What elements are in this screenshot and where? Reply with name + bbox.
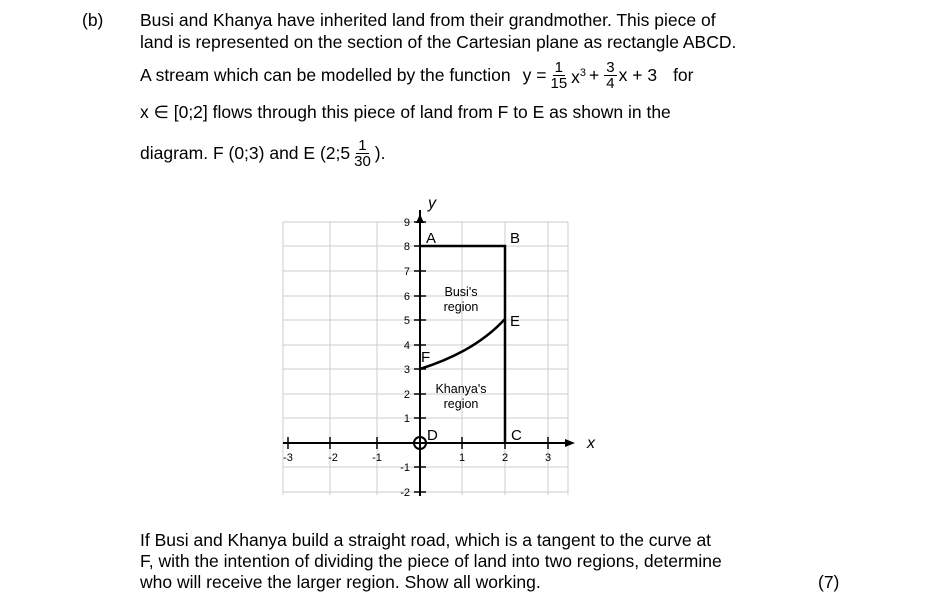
y-tick-label: 9 (403, 217, 410, 229)
x-tick-label: -2 (328, 452, 338, 464)
function-for: for (673, 65, 694, 85)
diagram-pre: diagram. F (0;3) and E (2;5 (140, 143, 351, 163)
function-x3: $x^3$ (571, 66, 587, 87)
function-lhs: y = (522, 65, 547, 85)
y-tick-label: 6 (403, 291, 410, 303)
point-label-c: C (511, 427, 522, 444)
y-tick-label: 3 (403, 364, 410, 376)
x-tick-label: -3 (283, 452, 293, 464)
domain-line: x ∈ [0;2] flows through this piece of land from F to E as shown in the (140, 102, 671, 122)
diagram-post: ). (374, 143, 386, 163)
y-tick-labels (400, 217, 410, 499)
y-tick-label: -2 (400, 487, 410, 499)
x-tick-label: 3 (544, 452, 552, 464)
function-plus: + (589, 65, 600, 85)
function-coef-1: $\frac{1}{15}$ (550, 58, 568, 92)
busi-region-label-2: region (443, 300, 479, 314)
busi-region-label-1: Busi's (444, 285, 478, 299)
final-line-2: F, with the intention of dividing the piece of land into two regions, determine (140, 551, 722, 571)
y-tick-label: 1 (403, 413, 410, 425)
point-label-d: D (427, 427, 438, 444)
x-axis-label: x (587, 435, 595, 452)
point-label-b: B (510, 230, 521, 247)
point-labels (421, 230, 522, 444)
part-label: (b) (82, 10, 104, 30)
point-label-a: A (426, 230, 437, 247)
diagram-points-line (140, 133, 386, 173)
x-tick-label: -1 (372, 452, 382, 464)
x-tick-label: 2 (501, 452, 509, 464)
cartesian-diagram (270, 190, 600, 510)
question-line-2: land is represented on the section of the Cartesian plane as rectangle ABCD. (140, 32, 737, 52)
point-label-e: E (510, 313, 521, 330)
question-line-1: Busi and Khanya have inherited land from their grandmother. This piece of (140, 10, 716, 30)
khanya-region-label-1: Khanya's (435, 382, 487, 396)
y-tick-label: 2 (403, 389, 410, 401)
y-tick-label: 4 (403, 340, 410, 352)
x-tick-label: 1 (458, 452, 466, 464)
stream-intro: A stream which can be modelled by the function (140, 65, 511, 85)
e-fraction: $\frac{1}{30}$ (354, 136, 371, 170)
marks-label: (7) (818, 572, 840, 592)
function-tail: x + 3 (618, 65, 658, 85)
final-line-1: If Busi and Khanya build a straight road, which is a tangent to the curve at (140, 530, 712, 550)
y-tick-label: 5 (403, 315, 410, 327)
y-tick-label: 8 (403, 241, 410, 253)
x-tick-labels (283, 452, 551, 464)
stream-line (140, 57, 694, 93)
final-line-3: who will receive the larger region. Show all working. (140, 572, 541, 592)
function-coef-2: $\frac{3}{4}$ (606, 58, 615, 92)
khanya-region-label-2: region (443, 397, 479, 411)
point-label-f: F (421, 349, 431, 366)
y-tick-label: 7 (403, 266, 410, 278)
region-labels (435, 285, 486, 411)
y-tick-label: -1 (400, 462, 410, 474)
y-axis-label: y (428, 195, 436, 212)
